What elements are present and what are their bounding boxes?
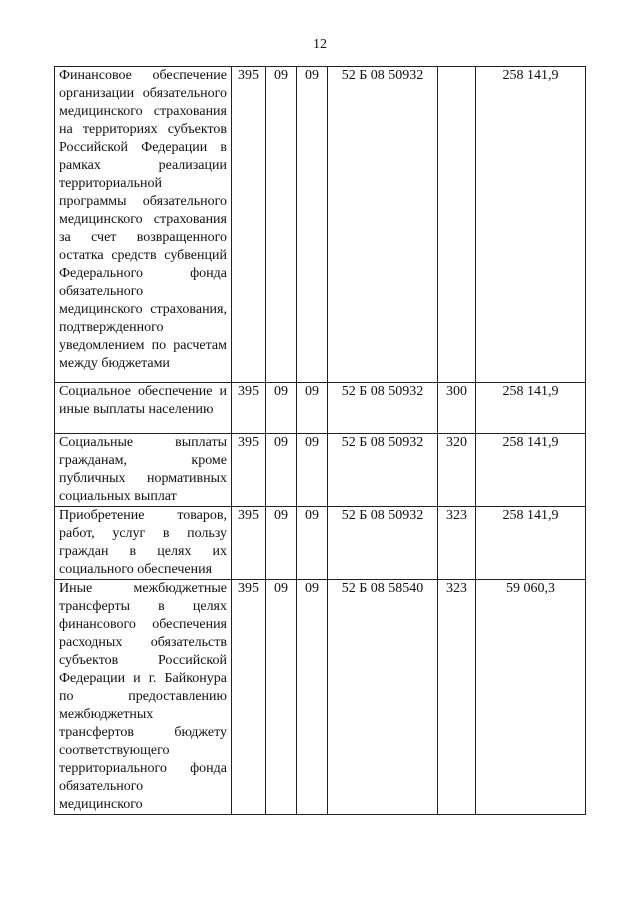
target-article-cell: 52 Б 08 50932 (328, 383, 438, 434)
amount-cell: 59 060,3 (476, 580, 586, 815)
table-row (55, 507, 586, 580)
subsection-cell: 09 (297, 580, 328, 815)
page-number: 12 (313, 37, 327, 52)
budget-table (54, 66, 586, 815)
subsection-cell: 09 (297, 507, 328, 580)
table-row (55, 383, 586, 434)
section-cell: 09 (266, 434, 297, 507)
expense-type-cell: 323 (438, 580, 476, 815)
row-name-cell: Иные межбюджетные трансферты в целях финансового обеспечения расходных обязательств субъектов Российской Федерации и г. Байконура по предоставлению межбюджетных трансфертов бюджету соответствующего территориального фонда обязательного медицинского (55, 580, 232, 815)
target-article-cell: 52 Б 08 50932 (328, 507, 438, 580)
grbs-cell: 395 (232, 434, 266, 507)
table-row (55, 434, 586, 507)
row-name-cell: Социальное обеспечение и иные выплаты населению (55, 383, 232, 434)
grbs-cell: 395 (232, 580, 266, 815)
section-cell: 09 (266, 383, 297, 434)
expense-type-cell: 320 (438, 434, 476, 507)
target-article-cell: 52 Б 08 58540 (328, 580, 438, 815)
expense-type-cell: 323 (438, 507, 476, 580)
expense-type-cell: 300 (438, 383, 476, 434)
table-row (55, 67, 586, 383)
grbs-cell: 395 (232, 383, 266, 434)
table-row (55, 580, 586, 815)
amount-cell: 258 141,9 (476, 434, 586, 507)
amount-cell: 258 141,9 (476, 67, 586, 383)
amount-cell: 258 141,9 (476, 507, 586, 580)
subsection-cell: 09 (297, 434, 328, 507)
row-name-cell: Финансовое обеспечение организации обязательного медицинского страхования на территориях субъектов Российской Федерации в рамках реализации территориальной программы обязательного медицинского страхования за счет возвращенного остатка средств субвенций Федерального фонда обязательного медицинского страхования, подтвержденного уведомлением по расчетам между бюджетами (55, 67, 232, 383)
section-cell: 09 (266, 580, 297, 815)
expense-type-cell (438, 67, 476, 383)
target-article-cell: 52 Б 08 50932 (328, 434, 438, 507)
row-name-cell: Социальные выплаты гражданам, кроме публичных нормативных социальных выплат (55, 434, 232, 507)
subsection-cell: 09 (297, 67, 328, 383)
grbs-cell: 395 (232, 507, 266, 580)
row-name-cell: Приобретение товаров, работ, услуг в пользу граждан в целях их социального обеспечения (55, 507, 232, 580)
amount-cell: 258 141,9 (476, 383, 586, 434)
subsection-cell: 09 (297, 383, 328, 434)
section-cell: 09 (266, 67, 297, 383)
target-article-cell: 52 Б 08 50932 (328, 67, 438, 383)
section-cell: 09 (266, 507, 297, 580)
grbs-cell: 395 (232, 67, 266, 383)
